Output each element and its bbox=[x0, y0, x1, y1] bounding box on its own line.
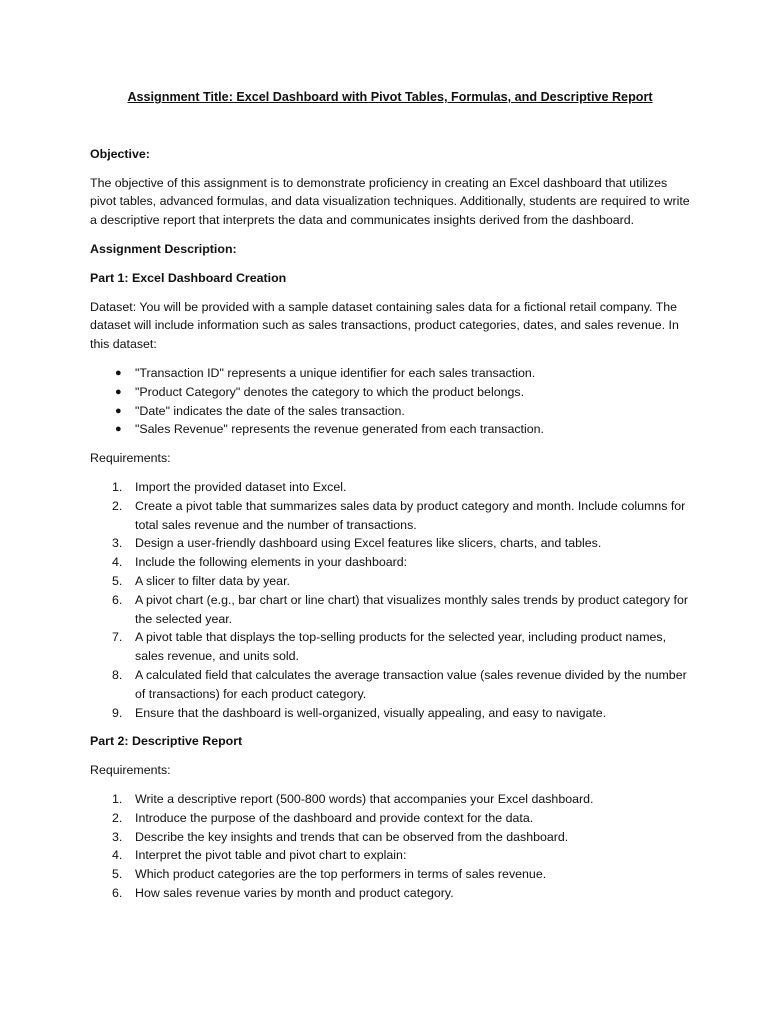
bullet-icon: ● bbox=[115, 423, 122, 436]
list-item: 8. A calculated field that calculates the average transaction value (sales revenue divided by the number of transactions) for each product category. bbox=[112, 667, 687, 701]
list-item: 9. Ensure that the dashboard is well-organized, visually appealing, and easy to navigate. bbox=[112, 705, 607, 720]
bullet-icon: ● bbox=[115, 385, 122, 398]
list-item: 4. Interpret the pivot table and pivot chart to explain: bbox=[112, 848, 407, 863]
list-item: ● "Transaction ID" represents a unique identifier for each sales transaction. bbox=[90, 364, 690, 383]
list-item: 5. A slicer to filter data by year. bbox=[112, 573, 290, 588]
list-item: ● "Date" indicates the date of the sales transaction. bbox=[90, 402, 690, 421]
list-item: 6. A pivot chart (e.g., bar chart or line chart) that visualizes monthly sales trends by product category for the selected year. bbox=[112, 592, 689, 626]
bullet-icon: ● bbox=[115, 366, 122, 379]
list-item: 4. Include the following elements in your dashboard: bbox=[112, 555, 408, 570]
objective-heading: Objective: bbox=[90, 146, 150, 161]
list-item: 5. Which product categories are the top performers in terms of sales revenue. bbox=[112, 867, 547, 882]
objective-text: The objective of this assignment is to demonstrate proficiency in creating an Excel dashboard that utilizes pivot tables, advanced formulas, and data visualization techniques. Additionally, students are required to write a descriptive report that interprets the data and communicates insights derived from the dashboard. bbox=[90, 175, 690, 228]
document-page bbox=[90, 88, 690, 913]
part2-heading: Part 2: Descriptive Report bbox=[90, 734, 243, 749]
list-item: 3. Describe the key insights and trends that can be observed from the dashboard. bbox=[112, 829, 569, 844]
list-item: 1. Write a descriptive report (500-800 words) that accompanies your Excel dashboard. bbox=[112, 791, 594, 806]
list-item: 1. Import the provided dataset into Excel. bbox=[112, 479, 347, 494]
assignment-description-heading: Assignment Description: bbox=[90, 241, 237, 256]
list-item: 2. Introduce the purpose of the dashboard and provide context for the data. bbox=[112, 810, 534, 825]
dataset-text: Dataset: You will be provided with a sample dataset containing sales data for a fictional retail company. The dataset will include information such as sales transactions, product categories, dates, and sales revenue. In this dataset: bbox=[90, 299, 679, 352]
list-item: 3. Design a user-friendly dashboard using Excel features like slicers, charts, and tables. bbox=[112, 536, 602, 551]
part2-requirements-label: Requirements: bbox=[90, 763, 171, 778]
assignment-title: Assignment Title: Excel Dashboard with Pivot Tables, Formulas, and Descriptive Report bbox=[127, 90, 653, 104]
part2-requirements-list bbox=[90, 790, 690, 903]
list-item: 6. How sales revenue varies by month and product category. bbox=[112, 885, 454, 900]
part1-requirements-list bbox=[90, 478, 690, 722]
part1-requirements-label: Requirements: bbox=[90, 451, 171, 466]
part1-heading: Part 1: Excel Dashboard Creation bbox=[90, 270, 287, 285]
dataset-fields-list bbox=[90, 364, 690, 439]
list-item: ● "Product Category" denotes the category to which the product belongs. bbox=[90, 383, 690, 402]
bullet-icon: ● bbox=[115, 404, 122, 417]
list-item: 2. Create a pivot table that summarizes sales data by product category and month. Include columns for total sales revenue and the number of transactions. bbox=[112, 498, 686, 532]
list-item: 7. A pivot table that displays the top-selling products for the selected year, including product names, sales revenue, and units sold. bbox=[112, 630, 667, 664]
list-item: ● "Sales Revenue" represents the revenue generated from each transaction. bbox=[90, 420, 690, 439]
